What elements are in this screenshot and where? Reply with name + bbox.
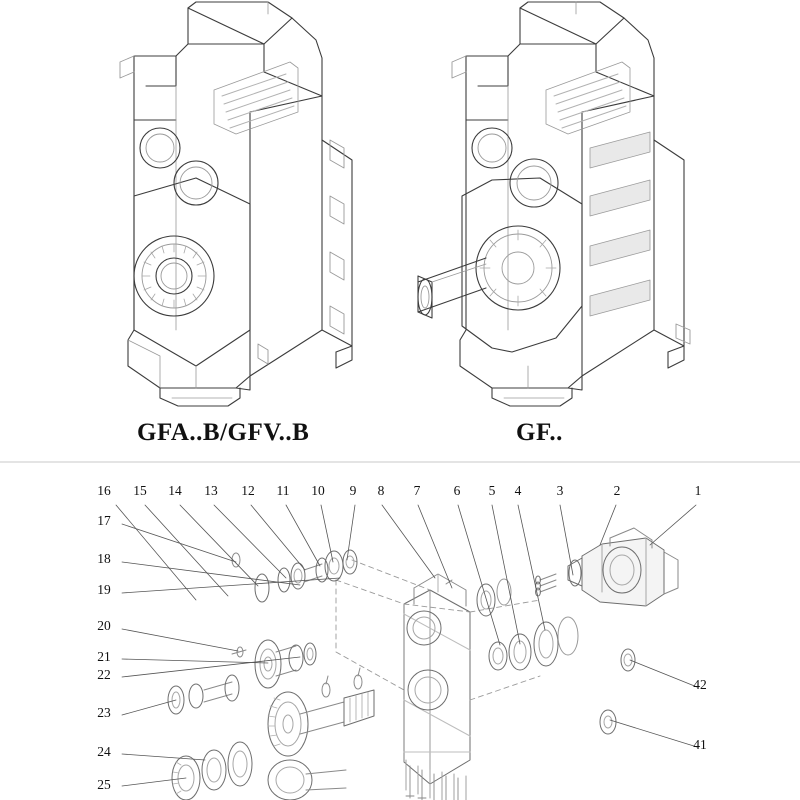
callout-41: 41 — [693, 737, 707, 752]
callout-16: 16 — [97, 483, 111, 498]
callout-25: 25 — [97, 777, 111, 792]
callout-1: 1 — [694, 483, 702, 498]
callout-6: 6 — [453, 483, 461, 498]
callout-23: 23 — [97, 705, 111, 720]
callout-19: 19 — [97, 582, 111, 597]
callout-17: 17 — [97, 513, 111, 528]
caption-gfa-b-gfv-b: GFA..B/GFV..B — [137, 419, 310, 446]
callout-9: 9 — [349, 483, 357, 498]
callout-8: 8 — [377, 483, 385, 498]
callout-15: 15 — [133, 483, 147, 498]
callout-11: 11 — [276, 483, 290, 498]
caption-gf: GF.. — [516, 419, 563, 446]
callout-18: 18 — [97, 551, 111, 566]
callout-22: 22 — [97, 667, 111, 682]
callout-20: 20 — [97, 618, 111, 633]
callout-12: 12 — [241, 483, 255, 498]
callout-7: 7 — [413, 483, 421, 498]
callout-13: 13 — [204, 483, 218, 498]
callout-14: 14 — [168, 483, 182, 498]
callout-3: 3 — [556, 483, 564, 498]
callout-10: 10 — [311, 483, 325, 498]
callout-2: 2 — [613, 483, 621, 498]
callout-42: 42 — [693, 677, 707, 692]
callout-24: 24 — [97, 744, 111, 759]
callout-5: 5 — [488, 483, 496, 498]
callout-21: 21 — [97, 649, 111, 664]
callout-4: 4 — [514, 483, 522, 498]
